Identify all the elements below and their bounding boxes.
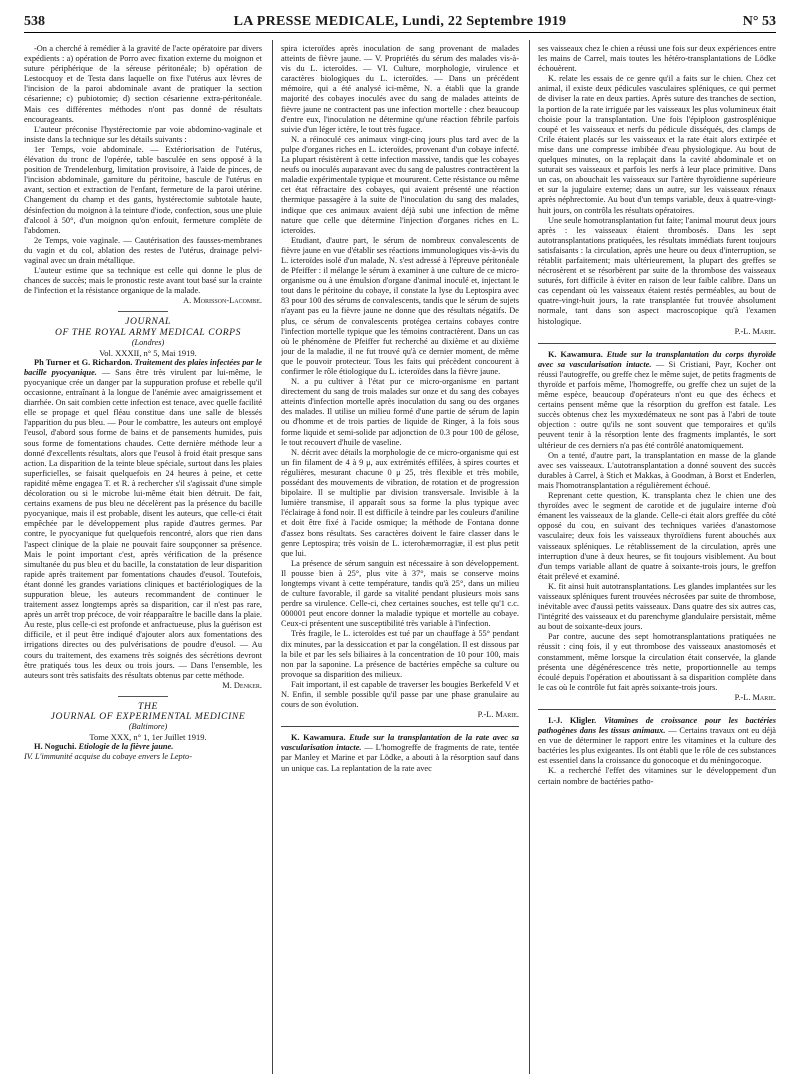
paragraph: Fait important, il est capable de traverser les bougies Berkefeld V et N. Enfin, il semble possible qu'il passe par une phase granulaire au cours de son évolution. — [281, 679, 519, 710]
article-title: Etiologie de la fièvre jaune. — [78, 742, 174, 752]
journal-city: (Baltimore) — [128, 722, 168, 732]
article — [24, 358, 262, 681]
paragraph: Très fragile, le L. icteroïdes est tué par un chauffage à 55° pendant dix minutes, par la dessiccation et par la congélation. Il est dissous par la bile et par les sels biliaires à la concentration de 10 pour 100, mais non par la saponine. La présence de bactéries empêche sa culture ou provoque sa disparition des milieux. — [281, 629, 519, 679]
signature: M. Denker. — [222, 680, 262, 690]
article — [281, 733, 519, 773]
journal-volume: Tome XXX, n° 1, 1er Juillet 1919. — [89, 732, 207, 743]
article-author: H. Noguchi. — [34, 742, 77, 752]
article-text: IV. L'immunité acquise du cobaye envers le Lepto- — [24, 752, 193, 762]
paragraph: Une seule homotransplantation fut faite; l'animal mourut deux jours après : les vaisseaux étaient thrombosés. Dans les sept autotransplantations pratiquées, les résultats immédiats furent toujours satisfaisants : la circulation, après une heure ou deux d'interruption, se rétablit parfaitement; mais ultérieurement, la plupart des greffes se nécrosèrent et se résorbèrent par suite de la thrombose des vaisseaux suturés, fort difficile à éviter en raison de leur faible calibre. Dans un cas cependant où les vaisseaux étaient restés perméables, au bout de quatre-vingt-huit jours, la rate transplantée fut trouvée absolument normale, tant dans son aspect macroscopique qu'à l'examen histologique. — [538, 215, 776, 326]
signature: P.-L. Marie. — [477, 710, 519, 720]
column-divider — [529, 40, 530, 1074]
article-author: I.-J. Kligler. — [548, 716, 597, 725]
paragraph: spira icteroïdes après inoculation de sang provenant de malades atteints de fièvre jaune. — V. Propriétés du sérum des malades vis-à-vis du L. icteroïdes. — VI. Culture, morphologie, virulence et caractères biologiques du L. icteroïdes. — Dans un précédent mémoire, qui a été analysé ici-même, N. a établi que la grande majorité des cobayes inoculés avec du sang de malades atteints de fièvre jaune ne contractent pas une infection mortelle : chez beaucoup d'entre eux, l'inoculation ne détermine qu'une réaction fébrile parfois suivie d'un léger ictère, le tout très fugace. — [281, 44, 519, 134]
paragraph: 2e Temps, voie vaginale. — Cautérisation des fausses-membranes du vagin et du col, ablation des restes de l'utérus, drainage pelvi-vaginal avec un drain métallique. — [24, 235, 262, 265]
separator — [118, 696, 168, 697]
journal-title: THE — [138, 700, 158, 712]
journal-volume: Vol. XXXII, n° 5, Mai 1919. — [99, 347, 197, 358]
article-text: — Sans être très virulent par lui-même, le pyocyanique crée un danger par la suppuration profuse et rebelle qu'il occasionne, entraînant à la longue de l'anémie avec amaigrissement et diarrhée. On sait combien cette infection est tenace, avec quelle facilité elle se propage et quel fléau constitue dans une salle de blessés l'apparition du pus bleu. — Pour le combattre, les auteurs ont employé l'eusol, d'abord sous forme de bains et de pansements humides, puis sous forme de fomentations chaudes. Cette dernière méthode leur a donné d'excellents résultats, alors que l'eusol à froid était presque sans action. La disparition de la teinte bleue spéciale, surtout dans les plaies superficielles, se faisait quelquefois en 24 heures à peine, et cette rapidité même engagea T. et R. à rechercher s'il s'agissait d'une simple décoloration ou si le microbe lui-même était bien détruit. De fait, certains examens de pus bleu ne décelèrent pas la présence du bacille pyocyanique, mais il est probable, disent les auteurs, que celle-ci était empêchée par le développement plus rapide d'autres germes. Par contre, le pyocyanique fut quelquefois rencontré, alors que rien dans l'aspect clinique de la plaie ne pouvait faire soupçonner sa présence. Mais le point important c'est, après vérification de la présence simultanée du pus bleu et du bacille, la constatation de leur disparition rapide après traitement par fomentations chaudes d'eusol. Toutefois, étant donné les grandes variations cliniques et bactériologiques de la suppuration bleue, les auteurs recommandent de continuer le traitement assez longtemps après sa disparition, car il n'est pas rare, après un arrêt trop précoce, de voir réapparaître le bacille dans la plaie. Au reste, plus celle-ci est profonde et anfractueuse, plus la guérison est difficile, et il peut être indiqué d'ajouter alors aux fomentations des irrigations directes ou des pulvérisations de poudre d'eusol. — Au cours du traitement, des examens très soignés des sécrétions devront être pratiqués tous les deux ou trois jours. — Dans l'ensemble, les auteurs sont très satisfaits des résultats obtenus par cette méthode. — [24, 367, 262, 680]
journal-city: (Londres) — [131, 337, 165, 347]
column-left — [24, 44, 262, 1074]
journal-title: OF THE ROYAL ARMY MEDICAL CORPS — [54, 326, 242, 338]
journal-title: JOURNAL OF EXPERIMENTAL MEDICINE — [50, 711, 246, 722]
paragraph: L'auteur préconise l'hystérectomie par voie abdomino-vaginale et insiste dans la technique sur les détails suivants : — [24, 124, 262, 144]
article-title: Vitamines de croissance pour les bactéries pathogènes dans les tissus animaux. — [538, 716, 776, 736]
paragraph: N. a réinoculé ces animaux vingt-cinq jours plus tard avec de la pulpe d'organes riches en L. icteroïdes, provenant d'un cobaye infecté. La plupart résistèrent à cette infection massive, tandis que les cobayes neufs ou inoculés auparavant avec du sang de palustres contractèrent la maladie expérimentale typique et moururent. Cette résistance ou même cet état réfractaire des cobayes, qui avaient présenté une réaction thermique passagère à la suite de l'inoculation du sang des malades, indique que ces animaux avaient déjà subi une infection de même nature que celle que détermine l'injection d'organes riches en L. icteroïdes. — [281, 134, 519, 235]
paragraph: N. décrit avec détails la morphologie de ce micro-organisme qui est un fin filament de 4 à 9 μ, aux extrémités effilées, à spires courtes et régulières, mesurant chacune 0 μ 25, très flexible et très mobile, possédant des mouvements de vibration, de rotation et de progression bipolaire. Il se multiplie par division transversale. Invisible à la lumière transmise, il apparaît sous sa forme la plus typique avec l'éclairage à fond noir. Il est difficile à teindre par les couleurs d'aniline et doit être fixé à l'acide osmique; la méthode de Fontana donne d'assez bons résultats. Ses caractères doivent le faire classer dans le genre Leptospira; très voisin de L. icterohæmorragiæ, il est plus petit que lui. — [281, 447, 519, 558]
page-header — [24, 8, 776, 32]
article — [538, 716, 776, 766]
separator — [538, 343, 776, 344]
paragraph: N. a pu cultiver à l'état pur ce micro-organisme en partant directement du sang de trois malades sur onze et du sang des cobayes atteints d'infection mortelle après inoculation du sang ou des organes des malades. Il utilise un milieu formé d'une partie de sérum de lapin ou d'homme et de trois parties de liquide de Ringer, à la fois sous forme liquide et semi-solide par adjonction de 0.3 pour 100 de gélose, le tout recouvert d'huile de vaseline. — [281, 377, 519, 447]
separator — [281, 726, 519, 727]
paragraph: La présence de sérum sanguin est nécessaire à son développement. Il pousse bien à 25°, plus vite à 37°, mais se conserve moins longtemps vivant à cette température, tandis qu'à 25°, dans un milieu de culture favorable, il garde sa vitalité pendant plusieurs mois sans perdre sa virulence. Celle-ci, chez certaines souches, est telle qu'1 c.c. 000001 peut encore donner la maladie typique et mortelle au cobaye. Ceux-ci présentent une susceptibilité très variable à l'infection. — [281, 558, 519, 629]
article-author: K. Kawamura. — [291, 733, 346, 743]
paragraph: K. a recherché l'effet des vitamines sur le développement d'un certain nombre de bactéries patho- — [538, 766, 776, 786]
article-author: Ph Turner et G. Richardon. — [34, 357, 133, 367]
article-author: K. Kawamura. — [548, 349, 603, 359]
signature: A. Morisson-Lacombe. — [183, 296, 262, 306]
signature: P.-L. Marie. — [734, 692, 776, 702]
paragraph: On a tenté, d'autre part, la transplantation en masse de la glande avec ses vaisseaux. L'autotransplantation a donné souvent des succès durables à Carrel, à Stich et Makkas, à Goodman, à Borst et Enderlen, mais l'homotransplantation a régulièrement échoué. — [538, 450, 776, 490]
signature: P.-L. Marie. — [734, 326, 776, 336]
page-number: 538 — [24, 14, 45, 29]
header-rule — [24, 32, 776, 33]
issue-number: N° 53 — [742, 14, 776, 29]
journal-header-title: LA PRESSE MEDICALE, Lundi, 22 Septembre 1919 — [233, 14, 567, 29]
separator — [118, 311, 168, 312]
article-title: Etude sur la transplantation du corps thyroïde avec sa vascularisation intacte. — [538, 349, 776, 369]
article-text: — Si Cristiani, Payr, Kocher ont réussi l'autogreffe, ou greffe chez le même sujet, de petits fragments de thyroïde et parfois même, l'homogreffe, ou greffe chez un sujet de la même espèce, beaucoup d'opérateurs n'ont eu que des échecs et certains pensent même que la résorption du greffon est fatale. Les succès obtenus chez les myxœdémateux ne sont pas à l'abri de toute objection : outre qu'ils ne sont souvent que temporaires et qu'ils peuvent tenir à la résorption lente des fragments implantés, le sort ultérieur de ces derniers n'a pas été contrôlé anatomiquement. — [538, 359, 776, 450]
article-text: — Certains travaux ont eu déjà en vue de déterminer le rapport entre les vitamines et la culture des bactéries les plus exigeantes. Ils ont établi que le rôle de ces substances est essentiel dans la croissance du gonocoque et du méningocoque. — [538, 726, 776, 766]
article-text: — L'homogreffe de fragments de rate, tentée par Manley et Marine et par Lödke, a abouti à la résorption sauf dans un unique cas. La replantation de la rate avec — [281, 743, 519, 773]
article — [538, 350, 776, 451]
paragraph: 1er Temps, voie abdominale. — Extériorisation de l'utérus, élévation du tronc de l'opérée, table basculée en sens opposé à la position de Trendelenburg, limitation provisoire, à l'aide de pinces, de l'incision abdominale, garniture du péritoine, bascule de l'utérus en avant, section et extraction de l'enfant, fermeture de la paroi utérine. Changement du champ et des gants, hystérectomie subtotale haute, désinfection du moignon à la teinture d'iode, confection, sous une pluie d'alcool à 50°, d'un moignon qu'on enfouit, fermeture complète de l'abdomen. — [24, 144, 262, 235]
article-title: Etude sur la transplantation de la rate avec sa vascularisation intacte. — [281, 733, 519, 753]
paragraph: K. relate les essais de ce genre qu'il a faits sur le chien. Chez cet animal, il existe deux pédicules vasculaires spléniques, ce qui permet de diviser la rate en deux parties. Après suture des tranches de section, la portion de la rate irriguée par les vaisseaux les plus volumineux était choisie pour la transplantation. Une fois l'épiploon gastrosplénique coupé et les vaisseaux et nerfs du pédicule disséqués, des clamps de Crile étaient placés sur les vaisseaux et la rate était alors extirpée et mise dans une compresse imbibée d'eau physiologique. Au bout de quelques minutes, on la replaçait dans la cavité abdominale et on suturait ses vaisseaux et parfois les nerfs à leur place primitive. Dans un cas, on abouchait les vaisseaux sur l'artère thyroïdienne supérieure et sur la jugulaire externe; dans un autre, sur les vaisseaux rénaux après néphrectomie. Au bout d'un temps variable, deux à quatre-vingt-huit jours, on contrôla les résultats opératoires. — [538, 74, 776, 215]
article-title: Traitement des plaies infectées par le bacille pyocyanique. — [24, 357, 262, 377]
column-divider — [272, 40, 273, 1074]
paragraph: -On a cherché à remédier à la gravité de l'acte opératoire par divers expédients : a) opération de Porro avec fixation externe du moignon et suture périphérique de la séreuse péritonéale; b) opération de Lestocquoy et de Testa dans laquelle on fixe l'utérus aux lèvres de l'incision de la paroi abdominale avant de pratiquer la section césarienne; c) pubiotomie; d) section césarienne extra-péritonéale. Mais ces différentes méthodes n'ont pas donné de résultats encourageants. — [24, 44, 262, 124]
paragraph: ses vaisseaux chez le chien a réussi une fois sur deux expériences entre les mains de Carrel, mais toutes les hétéro-transplantations de Lödke échouèrent. — [538, 44, 776, 74]
paragraph: L'auteur estime que sa technique est celle qui donne le plus de chances de succès; mais le pronostic reste avant tout basé sur la crainte de l'infection et la résistance organique de la malade. — [24, 266, 262, 296]
paragraph: Reprenant cette question, K. transplanta chez le chien une des thyroïdes avec le segment de carotide et de jugulaire interne d'où émanent les vaisseaux de la glande. Celle-ci était alors greffée du côté opposé du cou, en suivant des techniques variées d'anastomose vasculaire; deux fois les vaisseaux thyroïdiens furent abouchés aux vaisseaux spléniques. Le rétablissement de la circulation, après une interruption d'une à deux heures, se fit toujours visiblement. Au bout d'un temps variable allant de quatre à soixante-trois jours, le greffon était prélevé et examiné. — [538, 491, 776, 581]
journal-title: JOURNAL — [125, 316, 171, 328]
column-middle — [281, 44, 519, 1074]
column-right — [538, 44, 776, 1074]
paragraph: Par contre, aucune des sept homotransplantations pratiquées ne réussit : cinq fois, il y eut thrombose des vaisseaux anastomosés et constamment, même lorsque la circulation était conservée, la glande présenta une dégénérescence très nette, proportionnelle au temps écoulé depuis l'opération et aboutissant à sa disparition complète dans le cas où le contrôle fut fait après soixante-trois jours. — [538, 632, 776, 692]
separator — [538, 709, 776, 710]
paragraph: Etudiant, d'autre part, le sérum de nombreux convalescents de fièvre jaune en vue d'établir ses réactions immunologiques vis-à-vis du L. icteroïdes isolé d'un malade, N. s'est adressé à l'épreuve péritonéale de Pfeiffer : il mélange le sérum à examiner à une culture de ce micro-organisme ou à une émulsion d'organe d'animal inoculé et, injectant le tout dans le péritoine du cobaye, il constate la lyse du Leptospira avec 83 pour 100 des sérums de convalescents, tandis que le sérum de sujets n'ayant pas eu la fièvre jaune ne donne que des résultats négatifs. De plus, ce sérum de convalescents protégea certains cobayes contre l'infection mortelle typique que les témoins contractèrent. Dans un cas où le phénomène de Pfeiffer fut recherché au dixième et au dixième jour de la maladie, il ne fut trouvé qu'à ce dernier moment, de même que le pouvoir protecteur. Tous les faits qui précèdent concourent à confirmer le rôle étiologique du L. icteroïdes dans la fièvre jaune. — [281, 235, 519, 376]
paragraph: K. fit ainsi huit autotransplantations. Les glandes implantées sur les vaisseaux spléniques furent trouvées nécrosées par suite de thrombose, inévitable avec d'aussi petits vaisseaux. Dans quatre des six autres cas, l'intégrité des vaisseaux et du parenchyme glandulaire persistait, même au bout de soixante-deux jours. — [538, 581, 776, 632]
article — [24, 742, 262, 752]
